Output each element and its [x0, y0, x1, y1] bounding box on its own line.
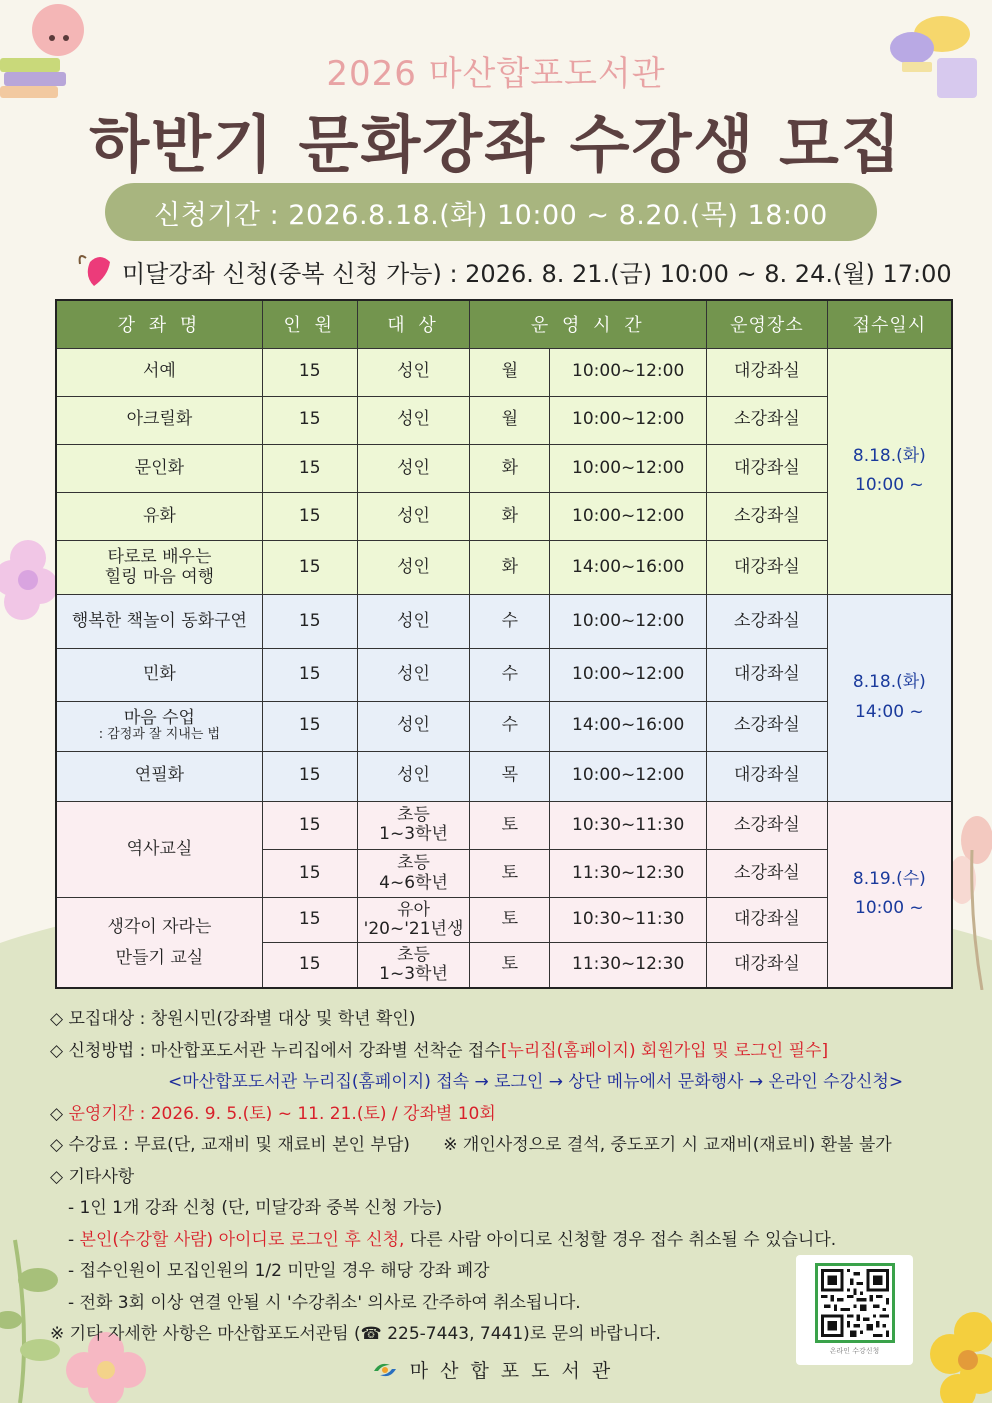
signup-date: 8.18.(화) [852, 672, 926, 693]
course-time: 10:30~11:30 [550, 898, 707, 943]
note-method-required: [누리집(홈페이지) 회원가입 및 로그인 필수] [500, 1040, 829, 1061]
course-place: 대강좌실 [707, 649, 828, 701]
course-target: 성인 [357, 396, 470, 444]
course-day: 수 [470, 701, 550, 751]
note-fee-refund: ※ 개인사정으로 결석, 중도포기 시 교재비(재료비) 환불 불가 [443, 1135, 892, 1155]
course-target-line1: 초등 [397, 944, 430, 965]
course-day: 월 [470, 348, 550, 396]
course-place: 대강좌실 [707, 943, 828, 988]
note-fee [50, 1130, 950, 1162]
course-time: 11:30~12:30 [550, 849, 707, 897]
table-row [56, 649, 952, 701]
course-place: 대강좌실 [707, 444, 828, 492]
signup-time: 14:00 ~ [855, 702, 924, 723]
course-day: 화 [470, 492, 550, 540]
application-period: 신청기간 : 2026.8.18.(화) 10:00 ~ 8.20.(목) 18:00 [105, 183, 877, 241]
note-etc-1: - 1인 1개 강좌 신청 (단, 미달강좌 중복 신청 가능) [68, 1198, 443, 1218]
course-time: 10:00~12:00 [550, 492, 707, 540]
course-target-line2: '20~'21년생 [363, 919, 464, 940]
course-target: 성인 [357, 492, 470, 540]
column-header-target: 대 상 [357, 300, 470, 348]
note-method-path: <마산합포도서관 누리집(홈페이지) 접속 → 로그인 → 상단 메뉴에서 문화행사 → 온라인 수강신청> [168, 1072, 904, 1092]
course-capacity: 15 [262, 348, 357, 396]
course-place: 대강좌실 [707, 348, 828, 396]
note-etc-2-warning: 본인(수강할 사람) 아이디로 로그인 후 신청, [79, 1229, 405, 1250]
course-day: 수 [470, 595, 550, 649]
course-day: 수 [470, 649, 550, 701]
course-target: 성인 [357, 751, 470, 801]
course-day: 화 [470, 444, 550, 492]
table-row [56, 701, 952, 751]
course-name-line2: 만들기 교실 [115, 947, 204, 968]
note-etc-2-rest: 다른 사람 아이디로 신청할 경우 접수 취소될 수 있습니다. [409, 1229, 837, 1250]
table-row [56, 541, 952, 595]
course-capacity: 15 [262, 649, 357, 701]
course-place: 소강좌실 [707, 849, 828, 897]
course-capacity: 15 [262, 541, 357, 595]
course-capacity: 15 [262, 595, 357, 649]
flower-illustration [0, 538, 56, 622]
course-name: 연필화 [56, 751, 262, 801]
signup-date: 8.19.(수) [852, 868, 926, 889]
course-capacity: 15 [262, 396, 357, 444]
footer-library-name: 마산합포도서관 [409, 1360, 623, 1382]
table-row [56, 898, 952, 943]
course-name-line1: 타로로 배우는 [107, 547, 212, 568]
course-day: 토 [470, 849, 550, 897]
course-target [357, 943, 470, 988]
signup-cell [827, 801, 952, 988]
table-row [56, 348, 952, 396]
course-target-line2: 1~3학년 [379, 824, 448, 845]
course-capacity: 15 [262, 943, 357, 988]
course-target: 성인 [357, 541, 470, 595]
course-name-line1: 생각이 자라는 [107, 916, 212, 937]
course-target: 성인 [357, 701, 470, 751]
course-time: 10:30~11:30 [550, 801, 707, 849]
course-time: 14:00~16:00 [550, 541, 707, 595]
course-place: 소강좌실 [707, 595, 828, 649]
library-logo-icon [370, 1359, 400, 1381]
note-etc: ◇ 기타사항 [50, 1166, 135, 1187]
course-table [55, 299, 953, 989]
note-period [50, 1099, 950, 1131]
late-application-period [72, 252, 952, 290]
course-name: 유화 [56, 492, 262, 540]
course-day: 목 [470, 751, 550, 801]
table-row [56, 751, 952, 801]
course-time: 14:00~16:00 [550, 701, 707, 751]
course-name-line2: 힐링 마음 여행 [104, 566, 215, 587]
table-row [56, 595, 952, 649]
course-day: 토 [470, 898, 550, 943]
course-target-line1: 초등 [397, 804, 430, 825]
table-row [56, 396, 952, 444]
column-header-place: 운영장소 [707, 300, 828, 348]
signup-cell [827, 348, 952, 595]
note-fee-text: ◇ 수강료 : 무료(단, 교재비 및 재료비 본인 부담) [50, 1135, 410, 1155]
note-etc-4: - 전화 3회 이상 연결 안될 시 '수강취소' 의사로 간주하여 취소됩니다. [68, 1292, 581, 1313]
signup-cell [827, 595, 952, 802]
course-time: 10:00~12:00 [550, 444, 707, 492]
course-target-line2: 1~3학년 [379, 964, 448, 985]
course-day: 화 [470, 541, 550, 595]
course-place: 소강좌실 [707, 801, 828, 849]
note-etc-2 [50, 1225, 950, 1257]
qr-code-box[interactable] [796, 1255, 913, 1365]
course-capacity: 15 [262, 492, 357, 540]
course-name: 역사교실 [56, 801, 262, 897]
course-name-line2: : 감정과 잘 지내는 법 [98, 727, 221, 743]
course-name: 문인화 [56, 444, 262, 492]
signup-time: 10:00 ~ [855, 475, 924, 496]
note-method-text: ◇ 신청방법 : 마산합포도서관 누리집에서 강좌별 선착순 접수 [50, 1040, 501, 1061]
note-etc-2-dash: - [68, 1229, 75, 1250]
course-place: 소강좌실 [707, 396, 828, 444]
qr-code-icon[interactable] [815, 1263, 895, 1343]
note-contact: ※ 기타 자세한 사항은 마산합포도서관팀 (☎ 225-7443, 7441)로 문의 바랍니다. [50, 1324, 661, 1344]
course-name: 서예 [56, 348, 262, 396]
course-day: 월 [470, 396, 550, 444]
signup-date: 8.18.(화) [852, 445, 926, 466]
note-etc-3: - 접수인원이 모집인원의 1/2 미만일 경우 해당 강좌 폐강 [68, 1261, 490, 1281]
butterfly-icon [72, 252, 112, 290]
course-name [56, 541, 262, 595]
late-application-text: 미달강좌 신청(중복 신청 가능) : 2026. 8. 21.(금) 10:00 ~ 8. 24.(월) 17:00 [122, 259, 952, 288]
column-header-name: 강 좌 명 [56, 300, 262, 348]
course-target: 성인 [357, 444, 470, 492]
note-period-text: 운영기간 : 2026. 9. 5.(토) ~ 11. 21.(토) / 강좌별 10회 [68, 1103, 496, 1124]
course-capacity: 15 [262, 701, 357, 751]
course-place: 대강좌실 [707, 541, 828, 595]
course-capacity: 15 [262, 444, 357, 492]
column-header-time: 운 영 시 간 [470, 300, 707, 348]
course-target: 성인 [357, 649, 470, 701]
course-day: 토 [470, 943, 550, 988]
course-capacity: 15 [262, 849, 357, 897]
course-time: 10:00~12:00 [550, 751, 707, 801]
course-name [56, 898, 262, 988]
course-place: 대강좌실 [707, 751, 828, 801]
page-title: 하반기 문화강좌 수강생 모집 [89, 108, 903, 181]
note-period-diamond: ◇ [50, 1103, 64, 1124]
course-time: 10:00~12:00 [550, 348, 707, 396]
course-capacity: 15 [262, 898, 357, 943]
course-day: 토 [470, 801, 550, 849]
table-row [56, 492, 952, 540]
course-name: 민화 [56, 649, 262, 701]
course-target: 성인 [357, 348, 470, 396]
course-name: 행복한 책놀이 동화구연 [56, 595, 262, 649]
note-method [50, 1036, 950, 1068]
course-target [357, 898, 470, 943]
course-target: 성인 [357, 595, 470, 649]
table-header-row [56, 300, 952, 348]
course-place: 소강좌실 [707, 701, 828, 751]
course-time: 11:30~12:30 [550, 943, 707, 988]
course-name: 아크릴화 [56, 396, 262, 444]
course-name-line1: 마음 수업 [123, 707, 195, 728]
course-time: 10:00~12:00 [550, 595, 707, 649]
course-target-line1: 초등 [397, 853, 430, 873]
course-time: 10:00~12:00 [550, 396, 707, 444]
course-target-line2: 4~6학년 [379, 872, 448, 893]
table-row [56, 444, 952, 492]
course-capacity: 15 [262, 801, 357, 849]
course-name [56, 701, 262, 751]
course-capacity: 15 [262, 751, 357, 801]
signup-time: 10:00 ~ [855, 898, 924, 919]
note-target: ◇ 모집대상 : 창원시민(강좌별 대상 및 학년 확인) [50, 1009, 416, 1029]
course-target-line1: 유아 [397, 899, 430, 920]
course-target [357, 801, 470, 849]
column-header-signup: 접수일시 [827, 300, 952, 348]
course-time: 10:00~12:00 [550, 649, 707, 701]
course-place: 소강좌실 [707, 492, 828, 540]
footer-logo [0, 1356, 992, 1383]
qr-label: 온라인 수강신청 [829, 1347, 880, 1355]
column-header-capacity: 인 원 [262, 300, 357, 348]
course-target [357, 849, 470, 897]
table-row [56, 801, 952, 849]
course-place: 대강좌실 [707, 898, 828, 943]
header-subtitle: 2026 마산합포도서관 [326, 54, 666, 94]
